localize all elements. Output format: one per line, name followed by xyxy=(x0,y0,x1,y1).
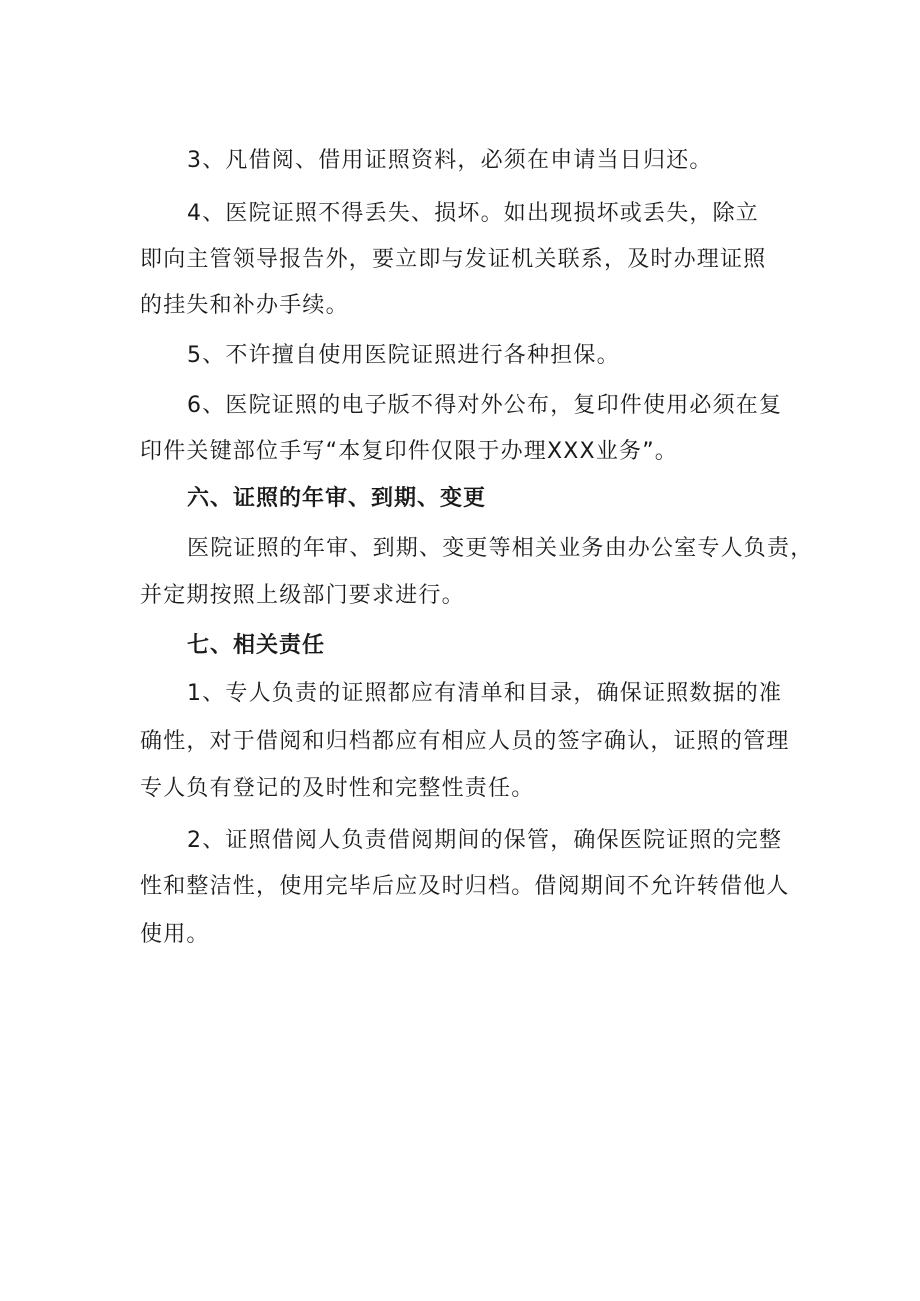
paragraph-item-6-line-2: 印件关键部位手写“本复印件仅限于办理XXX业务”。 xyxy=(140,439,679,464)
paragraph-item-3: 3、凡借阅、借用证照资料，必须在申请当日归还。 xyxy=(187,148,713,173)
paragraph-item-4-line-2: 即向主管领导报告外，要立即与发证机关联系，及时办理证照 xyxy=(140,247,767,272)
section-heading-6: 六、证照的年审、到期、变更 xyxy=(187,486,487,511)
paragraph-item-4-line-1: 4、医院证照不得丢失、损坏。如出现损坏或丢失，除立 xyxy=(187,201,759,226)
responsibility-item-1-line-3: 专人负有登记的及时性和完整性责任。 xyxy=(140,776,535,801)
responsibility-item-1-line-1: 1、专人负责的证照都应有清单和目录，确保证照数据的准 xyxy=(187,681,783,706)
paragraph-item-4-line-3: 的挂失和补办手续。 xyxy=(140,293,349,318)
responsibility-item-2-line-1: 2、证照借阅人负责借阅期间的保管，确保医院证照的完整 xyxy=(187,828,783,853)
section-heading-7: 七、相关责任 xyxy=(187,633,326,658)
paragraph-item-5: 5、不许擅自使用医院证照进行各种担保。 xyxy=(187,343,620,368)
responsibility-item-2-line-2: 性和整洁性，使用完毕后应及时归档。借阅期间不允许转借他人 xyxy=(140,874,790,899)
section-6-line-1: 医院证照的年审、到期、变更等相关业务由办公室专人负责， xyxy=(187,536,814,561)
paragraph-item-6-line-1: 6、医院证照的电子版不得对外公布，复印件使用必须在复 xyxy=(187,393,783,418)
responsibility-item-1-line-2: 确性，对于借阅和归档都应有相应人员的签字确认，证照的管理 xyxy=(140,729,790,754)
section-6-line-2: 并定期按照上级部门要求进行。 xyxy=(140,583,465,608)
responsibility-item-2-line-3: 使用。 xyxy=(140,922,210,947)
